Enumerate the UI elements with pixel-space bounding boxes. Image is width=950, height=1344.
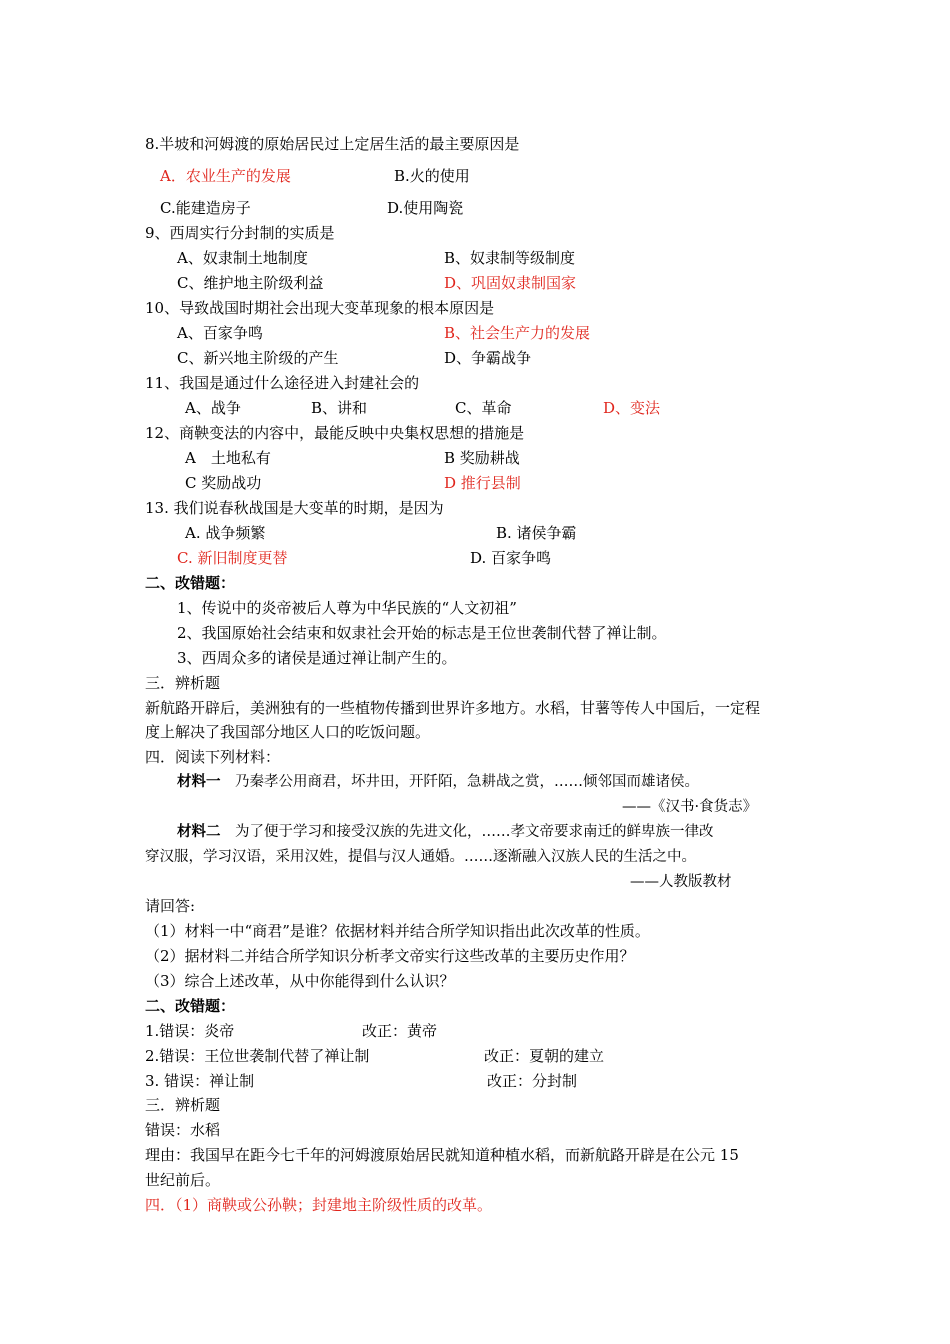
q12-option-a: A 土地私有	[185, 449, 271, 467]
q11-option-c: C、革命	[455, 399, 512, 417]
section3-heading: 三．辨析题	[145, 674, 221, 692]
q10-stem: 10、导致战国时期社会出现大变革现象的根本原因是	[145, 299, 495, 317]
q9-option-a: A、奴隶制土地制度	[177, 249, 308, 267]
answer-2-error: 2.错误：王位世袭制代替了禅让制	[145, 1047, 370, 1065]
answers-section2-heading: 二、改错题：	[145, 997, 236, 1015]
q11-option-a: A、战争	[185, 399, 241, 417]
material-1-text: 乃秦孝公用商君，坏井田，开阡陌，急耕战之赏，……倾邻国而雄诸侯。	[220, 774, 699, 790]
material-2-source: ——人教版教材	[630, 874, 732, 890]
q11-stem: 11、我国是通过什么途径进入封建社会的	[145, 374, 420, 392]
q10-option-c: C、新兴地主阶级的产生	[177, 349, 339, 367]
material-2-text: 为了便于学习和接受汉族的先进文化，……孝文帝要求南迁的鲜卑族一律改	[220, 824, 714, 840]
section4-heading: 四．阅读下列材料：	[145, 748, 281, 766]
section2-item-1: 1、传说中的炎帝被后人尊为中华民族的“人文初祖”	[177, 599, 517, 617]
q12-option-c: C 奖励战功	[185, 474, 262, 492]
material-2-text-line-2: 穿汉服，学习汉语，采用汉姓，提倡与汉人通婚。……逐渐融入汉族人民的生活之中。	[145, 849, 696, 865]
answers-section3-heading: 三．辨析题	[145, 1096, 221, 1114]
section3-text-line-1: 新航路开辟后，美洲独有的一些植物传播到世界许多地方。水稻，甘薯等传人中国后，一定程	[145, 699, 761, 717]
answer-2-correction: 改正：夏朝的建立	[484, 1047, 605, 1065]
section2-item-3: 3、西周众多的诸侯是通过禅让制产生的。	[177, 649, 457, 667]
q13-option-a: A. 战争频繁	[185, 524, 266, 542]
material-1-source: ——《汉书·食货志》	[622, 799, 758, 815]
answer-analysis-error: 错误：水稻	[145, 1121, 221, 1139]
material-2-label: 材料二	[177, 823, 221, 840]
section4-question-2: （2）据材料二并结合所学知识分析孝文帝实行这些改革的主要历史作用？	[145, 947, 635, 965]
q9-stem: 9、西周实行分封制的实质是	[145, 224, 335, 242]
q12-option-d: D 推行县制	[444, 474, 521, 492]
section4-question-3: （3）综合上述改革，从中你能得到什么认识？	[145, 972, 455, 990]
answer-prompt: 请回答:	[145, 897, 196, 915]
material-1-label: 材料一	[177, 773, 221, 790]
q10-option-b: B、社会生产力的发展	[444, 324, 591, 342]
section4-question-1: （1）材料一中“商君”是谁？依据材料并结合所学知识指出此次改革的性质。	[145, 922, 650, 940]
q8-option-d: D.使用陶瓷	[387, 199, 464, 217]
q9-option-d: D、巩固奴隶制国家	[444, 274, 577, 292]
answer-section4-1: 四．（1）商鞅或公孙鞅；封建地主阶级性质的改革。	[145, 1196, 493, 1214]
material-2	[177, 822, 714, 842]
q9-option-c: C、维护地主阶级利益	[177, 274, 324, 292]
q9-option-b: B、奴隶制等级制度	[444, 249, 576, 267]
answer-analysis-reason-line-2: 世纪前后。	[145, 1171, 221, 1189]
section3-text-line-2: 度上解决了我国部分地区人口的吃饭问题。	[145, 723, 431, 741]
q8-option-a: A．农业生产的发展	[160, 167, 291, 185]
material-1	[177, 772, 699, 792]
q10-option-d: D、争霸战争	[444, 349, 532, 367]
q11-option-d: D、变法	[603, 399, 661, 417]
q12-option-b: B 奖励耕战	[444, 449, 520, 467]
answer-3-error: 3. 错误：禅让制	[145, 1072, 255, 1090]
answer-1-correction: 改正：黄帝	[362, 1022, 438, 1040]
q13-stem: 13. 我们说春秋战国是大变革的时期，是因为	[145, 499, 444, 517]
answer-1-error: 1.错误：炎帝	[145, 1022, 235, 1040]
q12-stem: 12、商鞅变法的内容中，最能反映中央集权思想的措施是	[145, 424, 525, 442]
q10-option-a: A、百家争鸣	[177, 324, 263, 342]
answer-analysis-reason-line-1: 理由：我国早在距今七千年的河姆渡原始居民就知道种植水稻，而新航路开辟是在公元 15	[145, 1146, 739, 1164]
q8-option-b: B.火的使用	[394, 167, 470, 185]
section2-heading: 二、改错题：	[145, 574, 236, 592]
q8-stem: 8.半坡和河姆渡的原始居民过上定居生活的最主要原因是	[145, 135, 520, 153]
q13-option-c: C. 新旧制度更替	[177, 549, 288, 567]
answer-3-correction: 改正：分封制	[487, 1072, 578, 1090]
q8-option-c: C.能建造房子	[160, 199, 251, 217]
section2-item-2: 2、我国原始社会结束和奴隶社会开始的标志是王位世袭制代替了禅让制。	[177, 624, 667, 642]
q13-option-d: D. 百家争鸣	[470, 549, 552, 567]
q13-option-b: B. 诸侯争霸	[496, 524, 577, 542]
q11-option-b: B、讲和	[311, 399, 368, 417]
